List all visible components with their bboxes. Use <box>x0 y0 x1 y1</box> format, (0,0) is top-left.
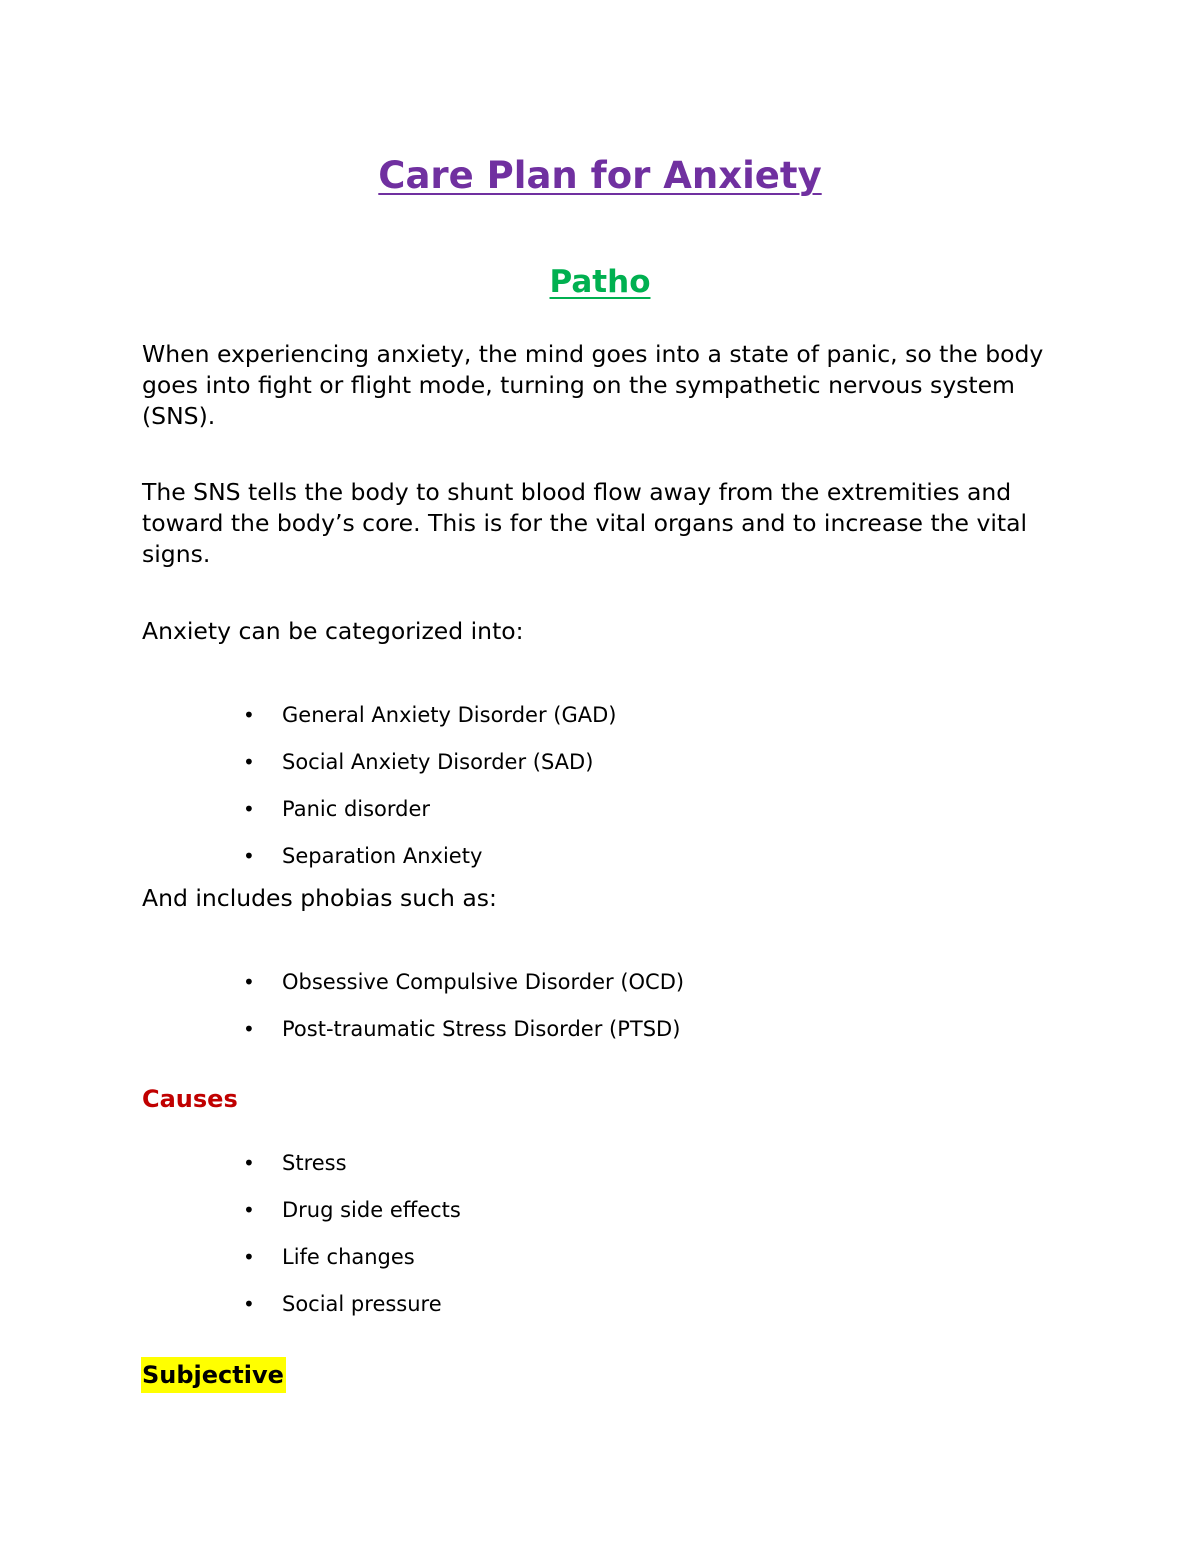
bullet-icon: • <box>243 1017 255 1041</box>
list-item-text: Life changes <box>282 1245 415 1269</box>
list-item-text: Obsessive Compulsive Disorder (OCD) <box>282 970 685 994</box>
list-item-text: Panic disorder <box>282 797 431 821</box>
list-item-text: Social pressure <box>282 1292 442 1316</box>
bullet-icon: • <box>243 1198 255 1222</box>
list-item-text: General Anxiety Disorder (GAD) <box>282 703 617 727</box>
categories-intro: Anxiety can be categorized into: <box>142 617 524 645</box>
bullet-icon: • <box>243 797 255 821</box>
subjective-heading: Subjective <box>141 1357 286 1393</box>
list-item-text: Social Anxiety Disorder (SAD) <box>282 750 594 774</box>
bullet-icon: • <box>243 750 255 774</box>
document-title: Care Plan for Anxiety <box>378 154 822 197</box>
bullet-icon: • <box>243 1151 255 1175</box>
patho-paragraph-1: When experiencing anxiety, the mind goes into a state of panic, so the body goes into fight or flight mode, turning on the sympathetic nervous system (SNS). <box>142 340 1044 430</box>
bullet-icon: • <box>243 1245 255 1269</box>
bullet-icon: • <box>243 970 255 994</box>
list-item-text: Stress <box>282 1151 347 1175</box>
patho-paragraph-2: The SNS tells the body to shunt blood flow away from the extremities and toward the body’s core. This is for the vital organs and to increase the vital signs. <box>142 478 1028 568</box>
list-item-text: Drug side effects <box>282 1198 461 1222</box>
bullet-icon: • <box>243 1292 255 1316</box>
patho-heading: Patho <box>549 264 651 300</box>
list-item-text: Post-traumatic Stress Disorder (PTSD) <box>282 1017 681 1041</box>
bullet-icon: • <box>243 703 255 727</box>
causes-heading: Causes <box>142 1085 238 1113</box>
bullet-icon: • <box>243 844 255 868</box>
phobias-intro: And includes phobias such as: <box>142 884 497 912</box>
list-item-text: Separation Anxiety <box>282 844 483 868</box>
